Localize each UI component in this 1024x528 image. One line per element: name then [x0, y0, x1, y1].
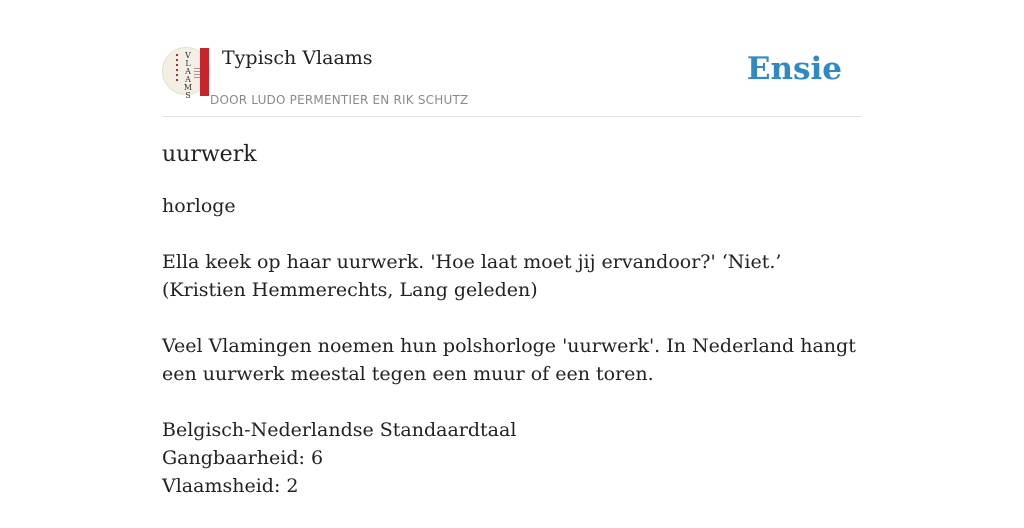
entry-body	[162, 192, 862, 528]
entry-gangbaarheid: Gangbaarheid: 6	[162, 447, 324, 469]
entry-definition: horloge	[162, 195, 236, 217]
entry-explanation: Veel Vlamingen noemen hun polshorloge 'uurwerk'. In Nederland hangt een uurwerk meestal tegen een muur of een toren.	[162, 335, 856, 385]
entry-category: Belgisch-Nederlandse Standaardtaal	[162, 419, 517, 441]
ensie-logo-link[interactable]: Ensie	[746, 51, 842, 87]
cover-red-line	[176, 54, 178, 84]
entry-title: uurwerk	[162, 142, 257, 167]
cover-red-bar	[200, 48, 209, 96]
blog-title[interactable]: Typisch Vlaams	[222, 47, 373, 69]
blog-header	[162, 0, 862, 117]
entry-quote: Ella keek op haar uurwerk. 'Hoe laat moet jij ervandoor?' ‘Niet.’	[162, 251, 782, 273]
entry-meta	[162, 416, 862, 500]
blog-avatar[interactable]	[162, 47, 210, 100]
entry-quote-source: (Kristien Hemmerechts, Lang geleden)	[162, 279, 538, 301]
entry-quote-block	[162, 248, 862, 304]
page-container	[162, 0, 862, 497]
cover-letters: V L A A M S	[183, 51, 193, 100]
entry-vlaamsheid: Vlaamsheid: 2	[162, 475, 299, 497]
blog-byline: DOOR LUDO PERMENTIER EN RIK SCHUTZ	[210, 93, 469, 107]
